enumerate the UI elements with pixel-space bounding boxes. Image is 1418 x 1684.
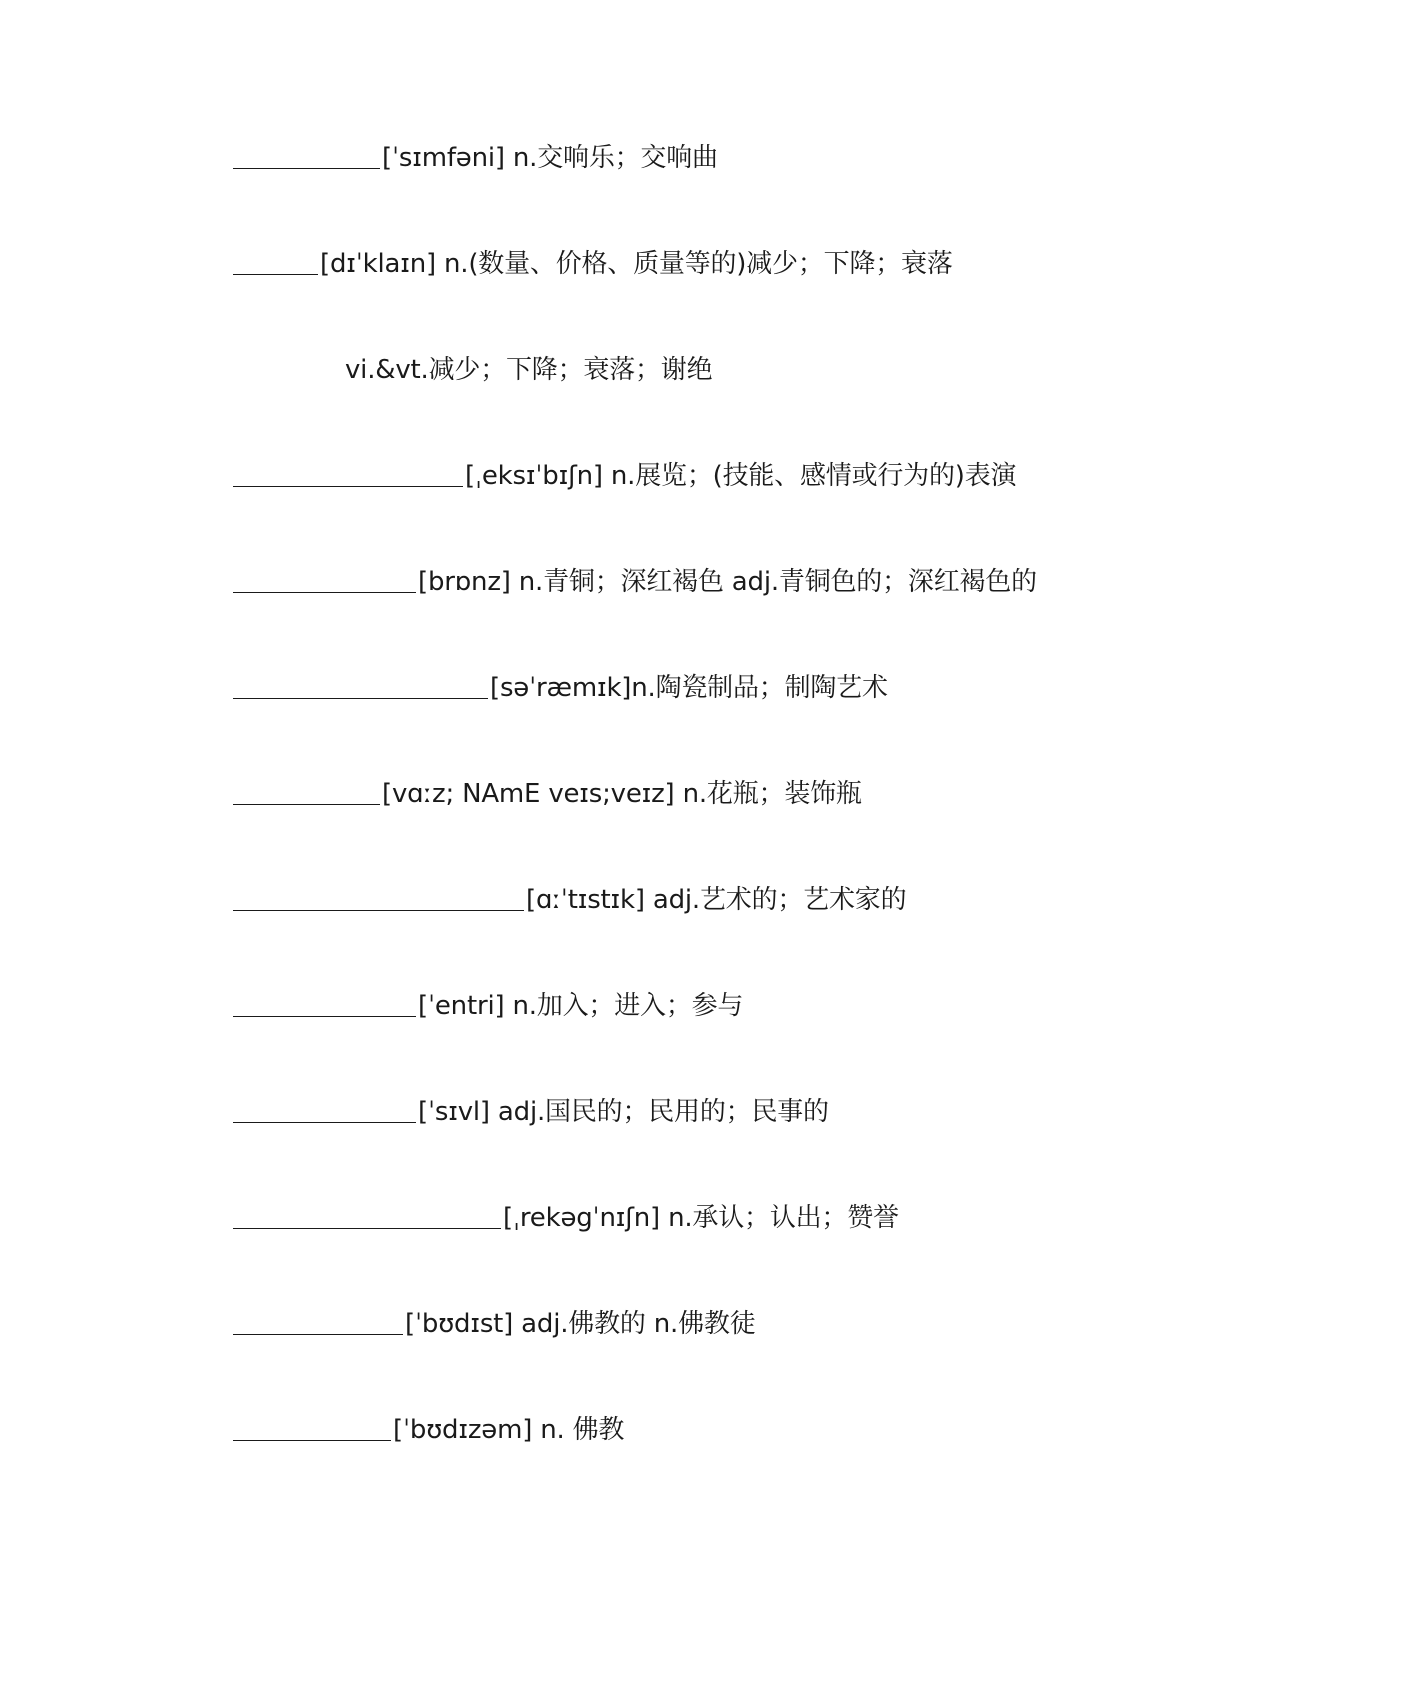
answer-blank[interactable]	[233, 986, 416, 1017]
entry-definition: [ˈsɪmfəni] n.交响乐；交响曲	[382, 143, 718, 173]
vocab-entry-decline	[233, 244, 953, 284]
entry-definition: [brɒnz] n.青铜；深红褐色 adj.青铜色的；深红褐色的	[418, 567, 1037, 597]
entry-definition: [ˌeksɪˈbɪʃn] n.展览；(技能、感情或行为的)表演	[465, 461, 1017, 491]
entry-definition: [vɑːz; NAmE veɪs;veɪz] n.花瓶；装饰瓶	[382, 779, 862, 809]
entry-definition: vi.&vt.减少；下降；衰落；谢绝	[345, 355, 713, 385]
vocab-entry-entry	[233, 986, 743, 1026]
entry-definition: [ɑːˈtɪstɪk] adj.艺术的；艺术家的	[526, 885, 907, 915]
answer-blank[interactable]	[233, 1304, 403, 1335]
answer-blank[interactable]	[233, 1410, 391, 1441]
vocab-entry-artistic	[233, 880, 906, 920]
entry-definition: [ˈbʊdɪst] adj.佛教的 n.佛教徒	[405, 1309, 756, 1339]
entry-definition: [ˈentri] n.加入；进入；参与	[418, 991, 744, 1021]
answer-blank[interactable]	[233, 774, 380, 805]
answer-blank[interactable]	[233, 138, 380, 169]
vocab-entry-exhibition	[233, 456, 1016, 496]
vocab-entry-buddhism	[233, 1410, 624, 1450]
answer-blank[interactable]	[233, 668, 488, 699]
entry-definition: [ˌrekəgˈnɪʃn] n.承认；认出；赞誉	[503, 1203, 899, 1233]
vocab-entry-recognition	[233, 1198, 899, 1238]
entry-definition: [səˈræmɪk]n.陶瓷制品；制陶艺术	[490, 673, 888, 703]
entry-definition: [ˈbʊdɪzəm] n. 佛教	[393, 1415, 625, 1445]
answer-blank[interactable]	[233, 456, 463, 487]
vocab-entry-buddhist	[233, 1304, 756, 1344]
vocab-entry-decline-verb	[345, 350, 712, 390]
entry-definition: [ˈsɪvl] adj.国民的；民用的；民事的	[418, 1097, 829, 1127]
answer-blank[interactable]	[233, 880, 524, 911]
vocab-entry-civil	[233, 1092, 829, 1132]
vocab-entry-ceramic	[233, 668, 888, 708]
vocab-entry-bronze	[233, 562, 1037, 602]
vocab-entry-vase	[233, 774, 862, 814]
answer-blank[interactable]	[233, 562, 416, 593]
vocab-entry-symphony	[233, 138, 718, 178]
answer-blank[interactable]	[233, 244, 318, 275]
entry-definition: [dɪˈklaɪn] n.(数量、价格、质量等的)减少；下降；衰落	[320, 249, 953, 279]
answer-blank[interactable]	[233, 1198, 501, 1229]
answer-blank[interactable]	[233, 1092, 416, 1123]
